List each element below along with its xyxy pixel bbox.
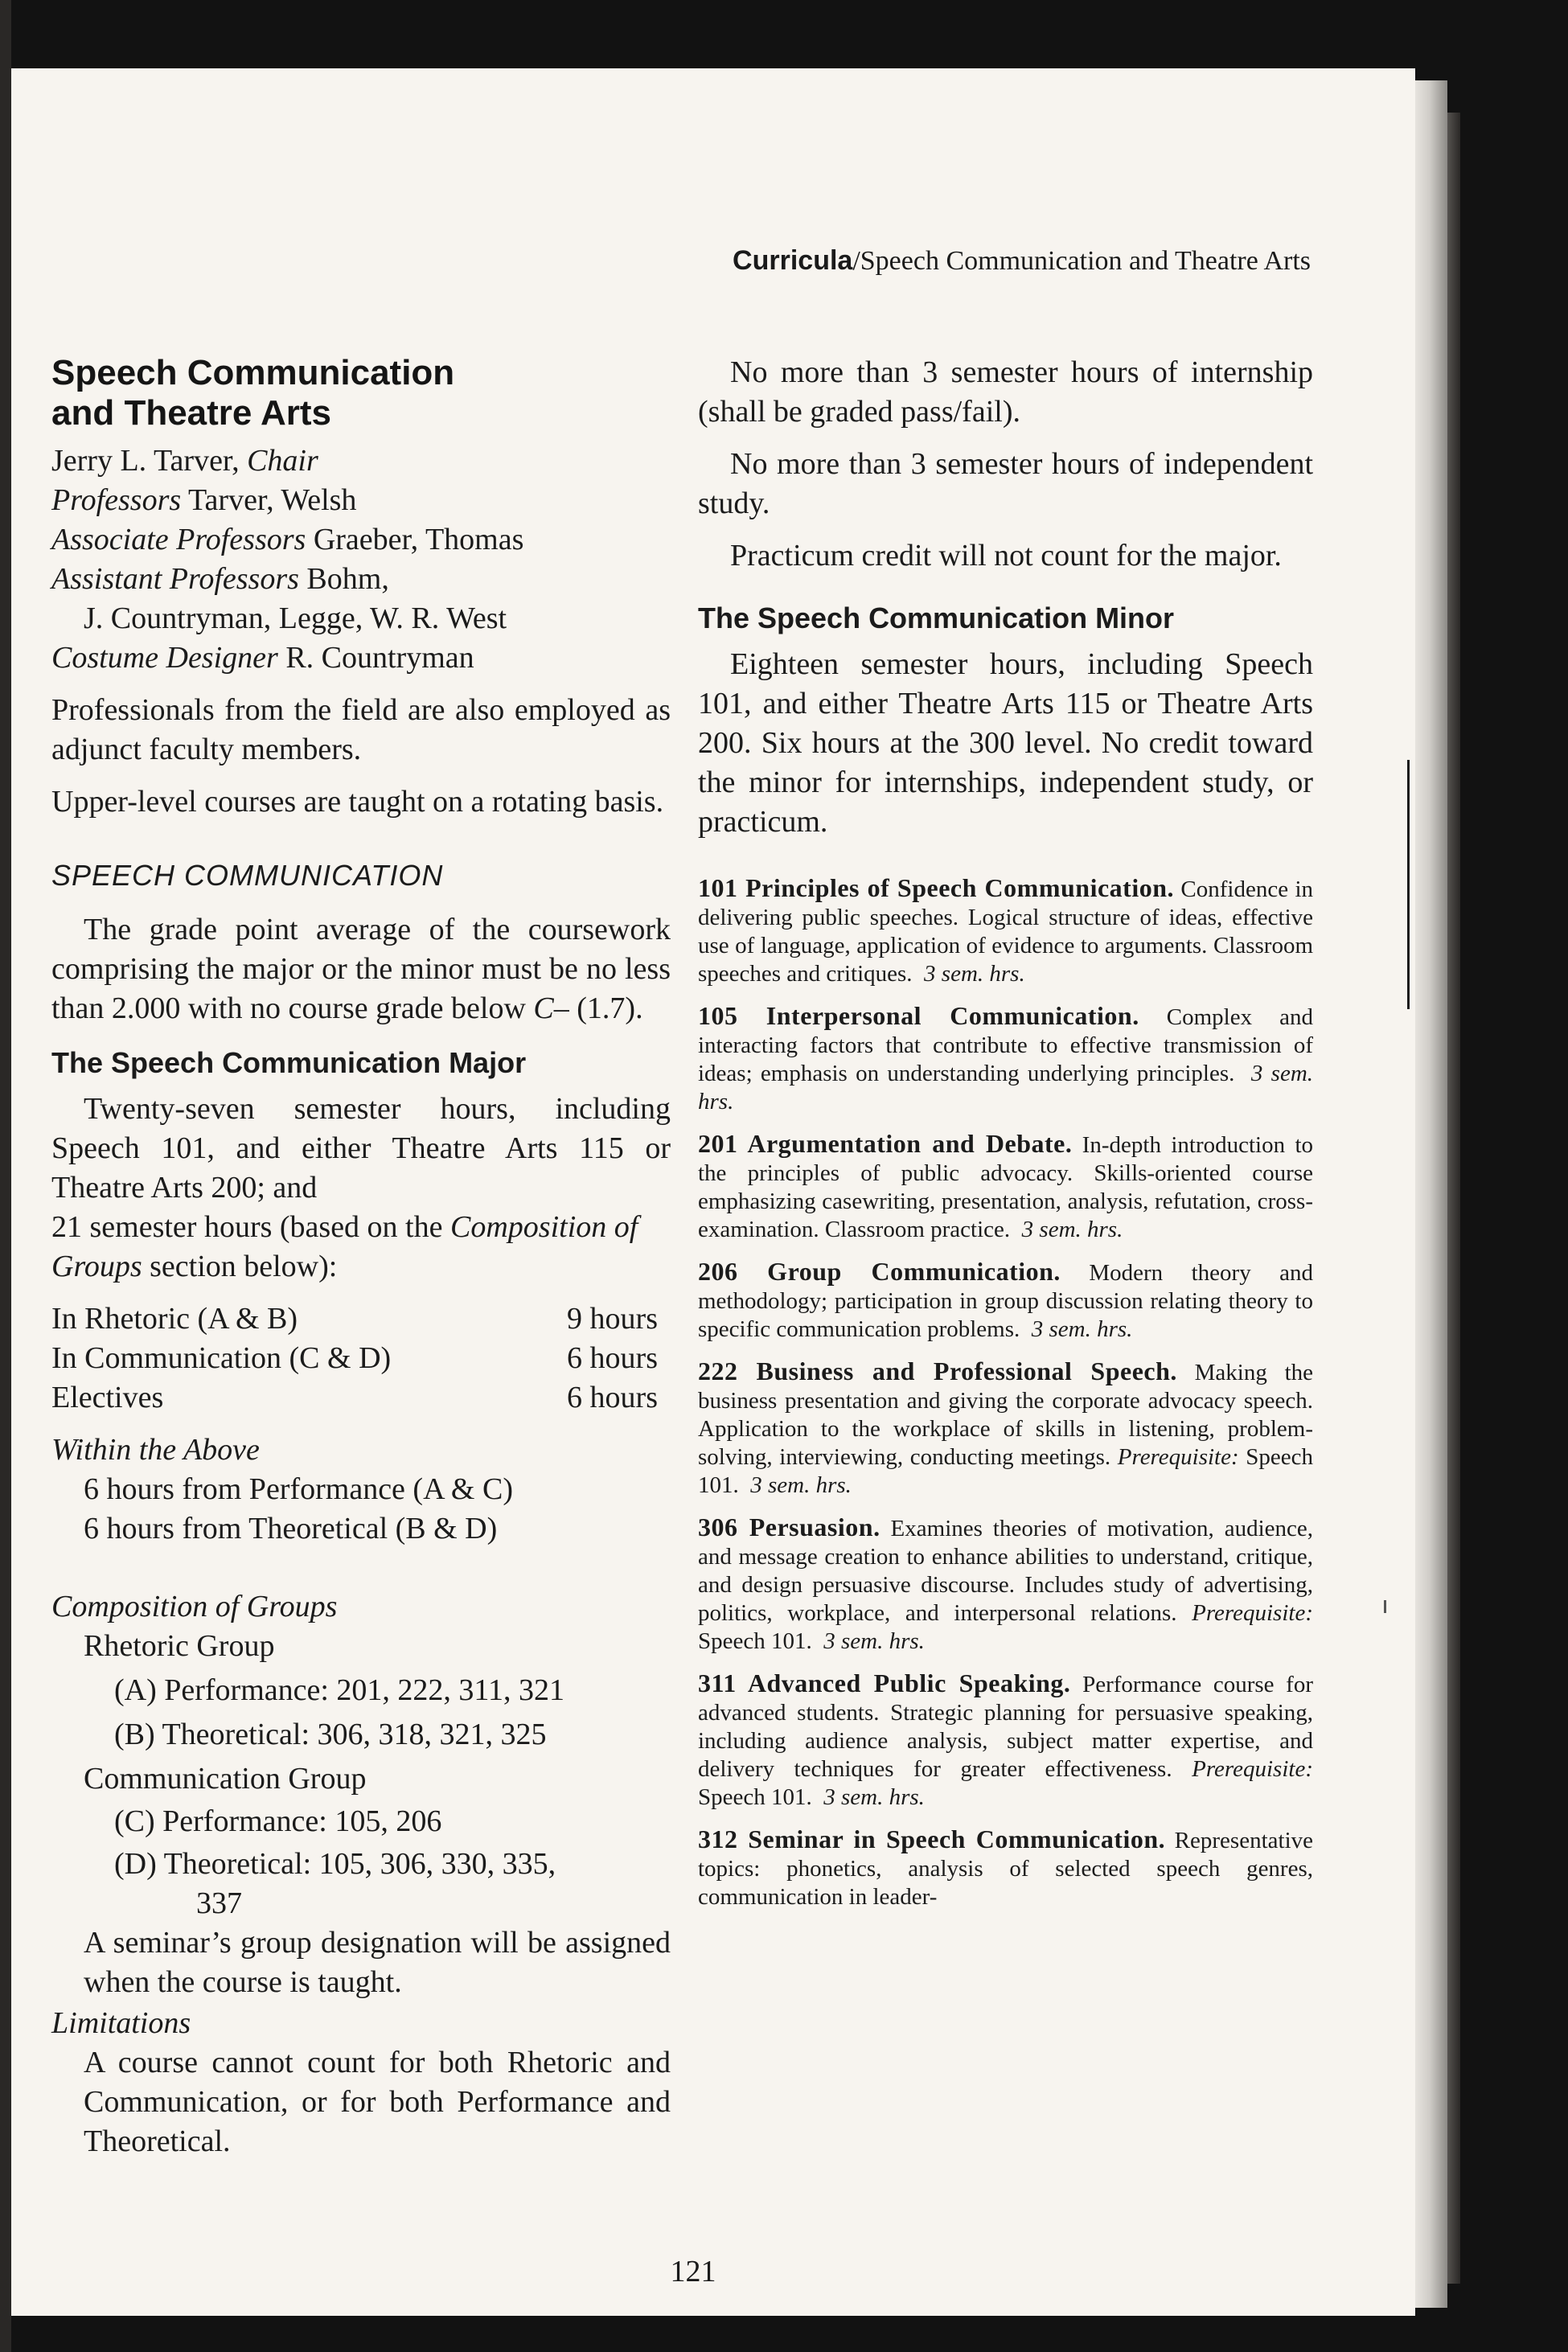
course-title: 105 Interpersonal Communication. [698, 1001, 1139, 1030]
chair-name: Jerry L. Tarver, [51, 444, 248, 478]
faculty-roster [51, 441, 671, 678]
hours-value: 6 hours [567, 1341, 658, 1375]
course-entry [698, 1130, 1313, 1244]
assistant-label: Assistant Professors [51, 562, 299, 596]
major-heading: The Speech Communication Major [51, 1046, 527, 1079]
roster-assistant [51, 560, 671, 599]
minor-requirement: Eighteen semester hours, including Speech 101, and either Theatre Arts 115 or Theatre Arts 200. Six hours at the 300 level. No credit toward the minor for internships, independent study, or practicum. [698, 647, 1313, 839]
communication-item-cont: 337 [196, 1886, 242, 1920]
independent-study-note: No more than 3 semester hours of independent study. [698, 447, 1313, 520]
hours-label: In Rhetoric (A & B) [51, 1302, 298, 1336]
course-prereq-label: Prerequisite: [1192, 1756, 1313, 1782]
hours-value: 9 hours [567, 1302, 658, 1336]
practicum-note: Practicum credit will not count for the major. [730, 539, 1282, 573]
within-item: 6 hours from Theoretical (B & D) [84, 1512, 498, 1545]
minor-heading: The Speech Communication Minor [698, 601, 1175, 634]
limitations-text: A course cannot count for both Rhetoric and Communication, or for both Performance and Theoretical. [84, 2046, 671, 2158]
communication-group-label: Communication Group [84, 1762, 367, 1796]
course-prereq-label: Prerequisite: [1192, 1600, 1313, 1626]
gpa-text: The grade point average of the coursework comprising the major or the minor must be no less than 2.000 with no course grade below [51, 913, 671, 1025]
page-edge-dark [1447, 113, 1460, 2284]
department-title [51, 353, 671, 433]
professors-names: Tarver, Welsh [181, 483, 357, 517]
hours-list [51, 1299, 671, 1418]
course-entry [698, 1669, 1313, 1812]
composition-block [51, 1587, 671, 2161]
course-prereq: Speech 101. [698, 1628, 812, 1654]
margin-rule [1407, 760, 1410, 1009]
semester-hours-tail: section below): [142, 1250, 338, 1283]
course-title: 312 Seminar in Speech Communication. [698, 1825, 1166, 1853]
margin-tick [1384, 1600, 1386, 1613]
communication-item: (D) Theoretical: 105, 306, 330, 335, [114, 1847, 556, 1881]
communication-item: (C) Performance: 105, 206 [114, 1804, 442, 1838]
hours-row [51, 1378, 671, 1418]
rhetoric-item: (A) Performance: 201, 222, 311, 321 [114, 1673, 565, 1707]
course-description: Complex and interacting factors that contribute to effective transmission of ideas; emphasis on understanding underlying principles. [698, 1004, 1313, 1086]
roster-chair [51, 441, 671, 481]
course-description: Confidence in delivering public speeches. Logical structure of ideas, effective use of language, application of evidence to arguments. Classroom speeches and critiques. [698, 876, 1314, 987]
department-title-line2: and Theatre Arts [51, 393, 332, 433]
course-hours: 3 sem. hrs. [698, 1061, 1314, 1114]
limitations-label: Limitations [51, 2006, 191, 2040]
seminar-note: A seminar’s group designation will be assigned when the course is taught. [84, 1926, 671, 1999]
course-title: 206 Group Communication. [698, 1257, 1061, 1286]
course-entry [698, 1002, 1313, 1116]
course-entry [698, 1825, 1313, 1911]
course-description: In-depth introduction to the principles of public advocacy. Skills-oriented course emphasizing casewriting, presentation, analysis, refutation, cross-examination. Classroom practice. [698, 1132, 1313, 1242]
section-heading-speech: SPEECH COMMUNICATION [51, 859, 444, 892]
course-list [698, 874, 1313, 1911]
semester-hours-ref: Composition of Groups [51, 1210, 638, 1283]
costume-name: R. Countryman [277, 641, 474, 675]
course-title: 311 Advanced Public Speaking. [698, 1669, 1071, 1697]
upper-level-note: Upper-level courses are taught on a rotating basis. [51, 785, 664, 819]
course-description: Representative topics: phonetics, analysis of selected speech genres, communication in leader- [698, 1828, 1313, 1910]
assistant-names: Bohm, [298, 562, 389, 596]
internship-note: No more than 3 semester hours of internship (shall be graded pass/fail). [698, 355, 1313, 429]
course-hours: 3 sem. hrs. [1021, 1217, 1123, 1242]
course-entry [698, 874, 1313, 988]
course-hours: 3 sem. hrs. [750, 1472, 852, 1498]
course-title: 101 Principles of Speech Communication. [698, 873, 1175, 902]
gpa-value: (1.7). [569, 991, 643, 1025]
within-label: Within the Above [51, 1433, 260, 1467]
within-block [51, 1430, 671, 1549]
gpa-requirement [51, 910, 671, 1028]
course-description: Modern theory and methodology; participation in group discussion relating theory to specific communication problems. [698, 1260, 1314, 1342]
course-prereq: Speech 101. [698, 1784, 812, 1810]
course-title: 222 Business and Professional Speech. [698, 1357, 1177, 1385]
hours-value: 6 hours [567, 1381, 658, 1414]
course-title: 201 Argumentation and Debate. [698, 1129, 1073, 1158]
course-entry [698, 1357, 1313, 1500]
semester-hours-note [51, 1208, 671, 1287]
scan-background-left [0, 0, 11, 2352]
within-item: 6 hours from Performance (A & C) [84, 1472, 513, 1506]
left-column [51, 353, 671, 2161]
course-hours: 3 sem. hrs. [924, 961, 1025, 987]
right-column [698, 353, 1313, 1925]
associate-names: Graeber, Thomas [306, 523, 524, 556]
hours-row [51, 1299, 671, 1339]
rhetoric-group-label: Rhetoric Group [84, 1629, 275, 1663]
professors-label: Professors [51, 483, 182, 517]
course-entry [698, 1513, 1313, 1656]
major-requirement: Twenty-seven semester hours, including Speech 101, and either Theatre Arts 115 or Theatre Arts 200; and [51, 1092, 671, 1205]
roster-associate [51, 520, 671, 560]
gpa-grade: C– [533, 991, 569, 1025]
costume-label: Costume Designer [51, 641, 278, 675]
running-head [733, 245, 1311, 277]
course-description: Making the business presentation and giving the corporate advocacy speech. Application to the workplace of skills in listening, problem-solving, interviewing, conducting meetings. [698, 1360, 1313, 1470]
course-title: 306 Persuasion. [698, 1513, 880, 1541]
chair-title: Chair [247, 444, 318, 478]
page-number: 121 [670, 2255, 716, 2288]
course-prereq-label: Prerequisite: [1117, 1444, 1239, 1470]
associate-label: Associate Professors [51, 523, 306, 556]
course-description: Examines theories of motivation, audience, and message creation to enhance abilities to understand, critique, and design persuasive discourse. Includes study of advertising, politics, workplace, and interpersonal relations. [698, 1516, 1314, 1626]
course-entry [698, 1258, 1313, 1344]
course-prereq: Speech 101. [698, 1444, 1314, 1498]
composition-label: Composition of Groups [51, 1590, 338, 1623]
hours-label: Electives [51, 1381, 164, 1414]
adjunct-note: Professionals from the field are also employed as adjunct faculty members. [51, 693, 671, 766]
course-hours: 3 sem. hrs. [1031, 1316, 1133, 1342]
department-title-line1: Speech Communication [51, 353, 455, 392]
course-hours: 3 sem. hrs. [823, 1628, 925, 1654]
running-head-subject: /Speech Communication and Theatre Arts [852, 246, 1311, 276]
rhetoric-item: (B) Theoretical: 306, 318, 321, 325 [114, 1718, 547, 1751]
course-hours: 3 sem. hrs. [823, 1784, 925, 1810]
roster-assistant-cont: J. Countryman, Legge, W. R. West [84, 601, 507, 635]
course-description: Performance course for advanced students. Strategic planning for persuasive speaking, including audience analysis, subject matter expertise, and delivery techniques for greater effectiveness. [698, 1672, 1313, 1782]
roster-professors [51, 481, 671, 520]
running-head-section: Curricula [733, 245, 853, 276]
roster-costume [51, 638, 671, 678]
semester-hours-text: 21 semester hours (based on the [51, 1210, 450, 1244]
hours-row [51, 1339, 671, 1378]
hours-label: In Communication (C & D) [51, 1341, 392, 1375]
catalog-page [11, 68, 1415, 2316]
page-edge-shadow [1415, 80, 1447, 2308]
